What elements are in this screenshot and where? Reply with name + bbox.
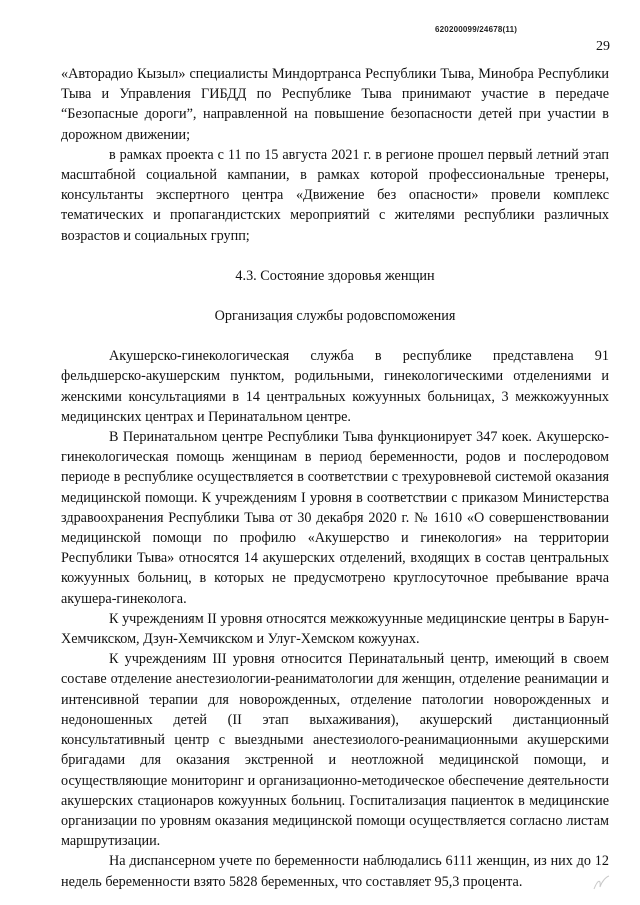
page-content — [61, 64, 609, 892]
paragraph: К учреждениям II уровня относятся межкожуунные медицинские центры в Барун-Хемчикском, Дзун-Хемчикском и Улуг-Хемском кожуунах. — [61, 610, 609, 648]
paragraph: «Авторадио Кызыл» специалисты Миндортранса Республики Тыва, Минобра Республики Тыва и Управления ГИБДД по Республике Тыва принимают участие в передаче “Безопасные дороги”, направленной на повышение безопасности детей при участии в дорожном движении; — [61, 66, 609, 143]
paragraph: На диспансерном учете по беременности наблюдались 6111 женщин, из них до 12 недель беременности взято 5828 беременных, что составляет 95,3 процента. — [61, 853, 609, 890]
paragraph: в рамках проекта с 11 по 15 августа 2021 г. в регионе прошел первый летний этап масштабной социальной кампании, в рамках которой профессиональные тренеры, консультанты экспертного центра «Движение без опасности» провели комплекс тематических и пропагандистских мероприятий с жителями республики различных возрастов и социальных групп; — [61, 146, 609, 244]
section-title: 4.3. Состояние здоровья женщин — [235, 267, 435, 284]
subsection-title: Организация службы родовспоможения — [214, 308, 456, 325]
paragraph: В Перинатальном центре Республики Тыва функционирует 347 коек. Акушерско-гинекологическая помощь женщинам в период беременности, родов и послеродовом периоде в республике осуществляется в соответствии с трехуровневой системой оказания медицинской помощи. К учреждениям I уровня в соответствии с приказом Министерства здравоохранения Республики Тыва от 30 декабря 2020 г. № 1610 «О совершенствовании медицинской помощи по профилю «Акушерство и гинекология» на территории Республики Тыва» относятся 14 акушерских отделений, входящих в состав центральных кожуунных больниц, в которых не предусмотрено круглосуточное пребывание врача акушера-гинеколога. — [61, 429, 609, 607]
paragraph: К учреждениям III уровня относится Перинатальный центр, имеющий в своем составе отделение анестезиологии-реаниматологии для женщин, отделение реанимации и интенсивной терапии для новорожденных, отделение патологии новорожденных и недоношенных детей (II этап выхаживания), акушерский дистанционный консультативный центр с выездными анестезиолого-реанимационными акушерскими бригадами для оказания экстренной и неотложной медицинской помощи, и осуществляющие мониторинг и организационно-методическое обеспечение деятельности акушерских стационаров кожуунных больниц. Госпитализация пациенток в медицинские организации по уровням оказания медицинской помощи осуществляется согласно листам маршрутизации. — [61, 651, 609, 850]
pen-mark-icon — [592, 873, 612, 893]
paragraph: Акушерско-гинекологическая служба в республике представлена 91 фельдшерско-акушерским пунктом, родильными, гинекологическими отделениями и женскими консультациями в 14 центральных кожуунных больницах, 3 межкожуунных медицинских центрах и Перинатальном центре. — [61, 348, 609, 425]
page-number: 29 — [596, 39, 610, 54]
document-id: 620200099/24678(11) — [435, 25, 518, 34]
